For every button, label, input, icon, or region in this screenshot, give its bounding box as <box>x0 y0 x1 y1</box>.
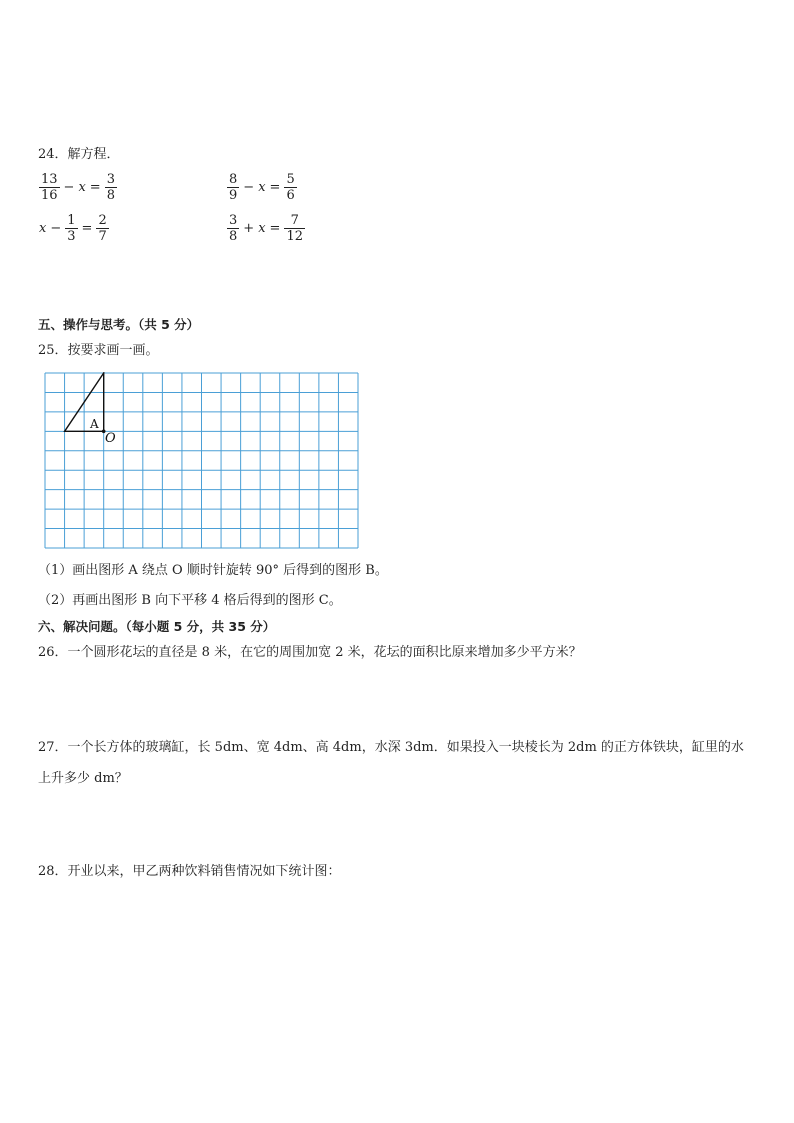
q28-text: 28．开业以来，甲乙两种饮料销售情况如下统计图： <box>38 864 341 879</box>
q25-task-1: （1）画出图形 A 绕点 O 顺时针旋转 90° 后得到的图形 B。 <box>38 563 388 578</box>
equation-2: $\frac{8}{9}$ − x = $\frac{5}{6}$ <box>229 172 295 203</box>
fraction: $\frac{13}{16}$ <box>41 172 58 203</box>
fraction: $\frac{8}{9}$ <box>229 172 238 203</box>
section-5-heading: 五、操作与思考。（共 5 分） <box>38 317 200 332</box>
q24-title: 24．解方程． <box>38 147 120 162</box>
q26-text: 26．一个圆形花坛的直径是 8 米，在它的周围加宽 2 米，花坛的面积比原来增加多少平方米？ <box>38 645 582 660</box>
q25-title: 25．按要求画一画。 <box>38 343 159 358</box>
fraction: $\frac{3}{8}$ <box>229 213 238 244</box>
equation-3: x − $\frac{1}{3}$ = $\frac{2}{7}$ <box>39 213 107 244</box>
equation-4: $\frac{3}{8}$ + x = $\frac{7}{12}$ <box>229 213 303 244</box>
section-6-heading: 六、解决问题。（每小题 5 分，共 35 分） <box>38 619 276 634</box>
drawing-grid <box>44 372 360 550</box>
q27-text-line-2: 上升多少 dm？ <box>38 771 128 786</box>
q27-text-line-1: 27．一个长方体的玻璃缸，长 5dm、宽 4dm、高 4dm，水深 3dm．如果投入一块棱长为 2dm 的正方体铁块，缸里的水 <box>38 740 744 755</box>
fraction: $\frac{5}{6}$ <box>286 172 295 203</box>
fraction: $\frac{7}{12}$ <box>286 213 303 244</box>
fraction: $\frac{2}{7}$ <box>98 213 107 244</box>
label-a: A <box>90 417 99 431</box>
fraction: $\frac{1}{3}$ <box>67 213 76 244</box>
q25-task-2: （2）再画出图形 B 向下平移 4 格后得到的图形 C。 <box>38 593 342 608</box>
equation-1: $\frac{13}{16}$ − x = $\frac{3}{8}$ <box>41 172 115 203</box>
grid-lines <box>45 373 358 548</box>
fraction: $\frac{3}{8}$ <box>106 172 115 203</box>
label-o: O <box>105 431 116 446</box>
